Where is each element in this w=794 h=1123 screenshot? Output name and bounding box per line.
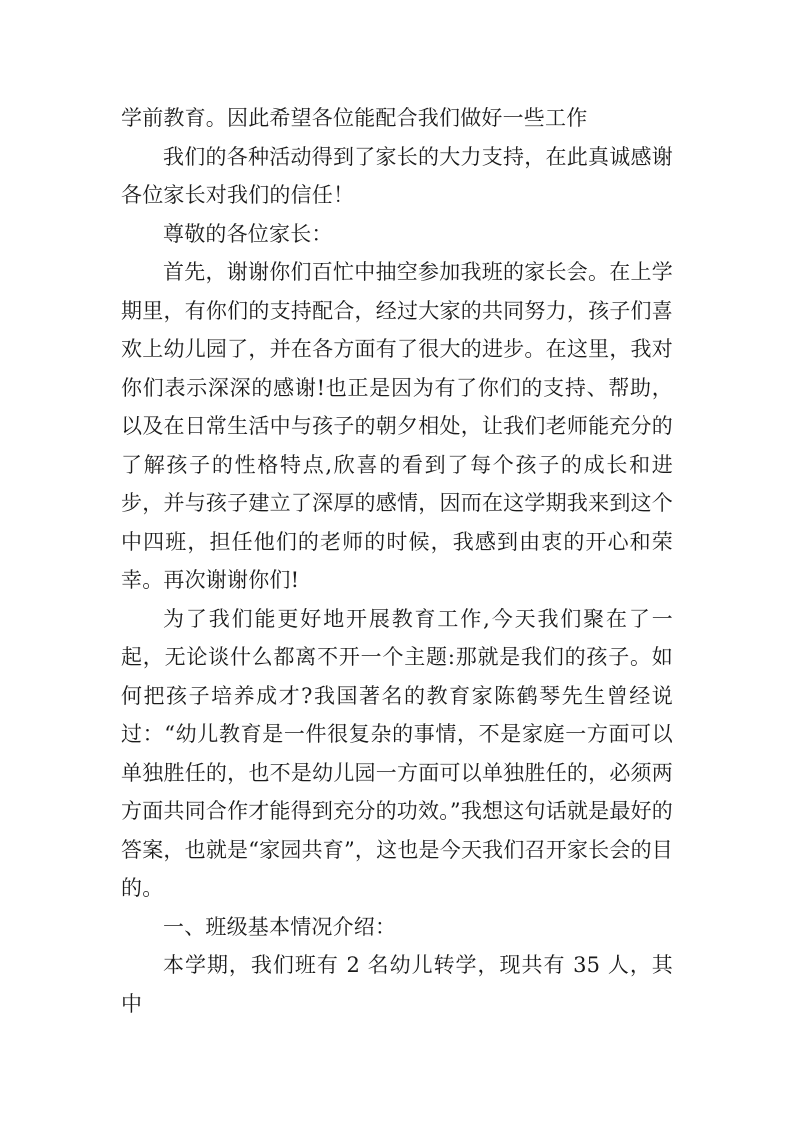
paragraph-continuation: 学前教育。因此希望各位能配合我们做好一些工作 [121,106,588,130]
paragraph-salutation: 尊敬的各位家长： [163,221,333,246]
document-body [121,99,673,1023]
section-heading-class-info: 一、班级基本情况介绍： [163,914,397,939]
paragraph-purpose: 为了我们能更好地开展教育工作,今天我们聚在了一起，无论谈什么都离不开一个主题:那就是我们的孩子。如何把孩子培养成才?我国著名的教育家陈鹤琴先生曾经说过：“幼儿教育是一件很复杂的事情，不是家庭一方面可以单独胜任的，也不是幼儿园一方面可以单独胜任的，必须两方面共同合作才能得到充分的功效。”我想这句话就是最好的答案，也就是“家园共育”，这也是今天我们召开家长会的目的。 [121,606,673,900]
paragraph-thanks-support: 我们的各种活动得到了家长的大力支持，在此真诚感谢各位家长对我们的信任！ [121,144,673,207]
paragraph-opening: 首先，谢谢你们百忙中抽空参加我班的家长会。在上学期里，有你们的支持配合，经过大家的共同努力，孩子们喜欢上幼儿园了，并在各方面有了很大的进步。在这里，我对你们表示深深的感谢!也正是因为有了你们的支持、帮助，以及在日常生活中与孩子的朝夕相处，让我们老师能充分的了解孩子的性格特点,欣喜的看到了每个孩子的成长和进步，并与孩子建立了深厚的感情，因而在这学期我来到这个中四班，担任他们的老师的时候，我感到由衷的开心和荣幸。再次谢谢你们! [121,260,673,592]
paragraph-class-info: 本学期，我们班有 2 名幼儿转学，现共有 35 人，其中 [121,953,673,1016]
